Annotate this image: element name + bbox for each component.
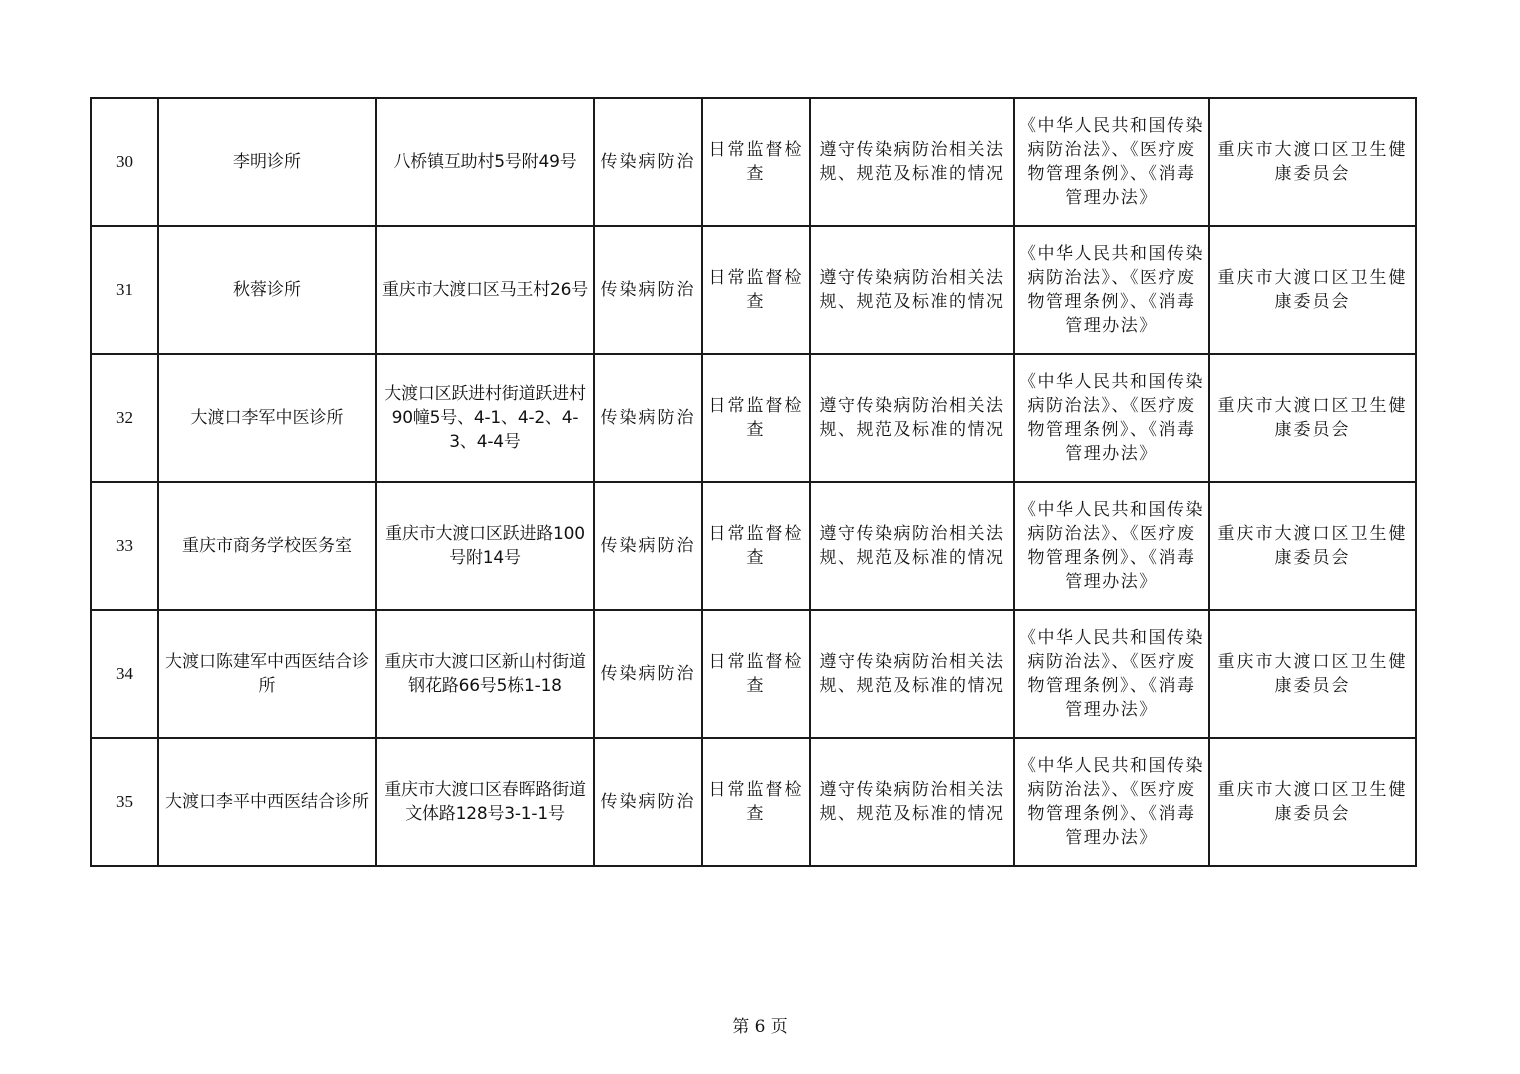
institution-name: 李明诊所 — [158, 98, 376, 226]
legal-basis: 《中华人民共和国传染病防治法》、《医疗废物管理条例》、《消毒管理办法》 — [1014, 482, 1209, 610]
institution-address: 重庆市大渡口区春晖路街道文体路128号3-1-1号 — [376, 738, 594, 866]
row-number: 35 — [91, 738, 158, 866]
inspection-method: 日常监督检查 — [702, 226, 810, 354]
row-number: 33 — [91, 482, 158, 610]
inspection-content: 遵守传染病防治相关法规、规范及标准的情况 — [810, 610, 1014, 738]
inspection-category: 传染病防治 — [594, 738, 702, 866]
inspecting-body: 重庆市大渡口区卫生健康委员会 — [1209, 354, 1416, 482]
inspection-content: 遵守传染病防治相关法规、规范及标准的情况 — [810, 738, 1014, 866]
institution-name: 秋蓉诊所 — [158, 226, 376, 354]
institution-address: 重庆市大渡口区新山村街道钢花路66号5栋1-18 — [376, 610, 594, 738]
legal-basis: 《中华人民共和国传染病防治法》、《医疗废物管理条例》、《消毒管理办法》 — [1014, 610, 1209, 738]
inspection-category: 传染病防治 — [594, 354, 702, 482]
institution-address: 重庆市大渡口区马王村26号 — [376, 226, 594, 354]
institution-address: 八桥镇互助村5号附49号 — [376, 98, 594, 226]
inspection-content: 遵守传染病防治相关法规、规范及标准的情况 — [810, 482, 1014, 610]
table-row — [91, 482, 1416, 610]
institution-address: 大渡口区跃进村街道跃进村90幢5号、4-1、4-2、4-3、4-4号 — [376, 354, 594, 482]
inspection-method: 日常监督检查 — [702, 482, 810, 610]
institution-name: 大渡口李平中西医结合诊所 — [158, 738, 376, 866]
inspection-category: 传染病防治 — [594, 98, 702, 226]
inspection-content: 遵守传染病防治相关法规、规范及标准的情况 — [810, 226, 1014, 354]
row-number: 32 — [91, 354, 158, 482]
inspecting-body: 重庆市大渡口区卫生健康委员会 — [1209, 98, 1416, 226]
institution-name: 重庆市商务学校医务室 — [158, 482, 376, 610]
legal-basis: 《中华人民共和国传染病防治法》、《医疗废物管理条例》、《消毒管理办法》 — [1014, 98, 1209, 226]
inspection-table — [90, 97, 1417, 867]
table-row — [91, 354, 1416, 482]
table-body — [91, 98, 1416, 866]
legal-basis: 《中华人民共和国传染病防治法》、《医疗废物管理条例》、《消毒管理办法》 — [1014, 354, 1209, 482]
table-row — [91, 98, 1416, 226]
table-row — [91, 738, 1416, 866]
inspection-method: 日常监督检查 — [702, 354, 810, 482]
row-number: 34 — [91, 610, 158, 738]
row-number: 30 — [91, 98, 158, 226]
inspection-method: 日常监督检查 — [702, 98, 810, 226]
inspection-content: 遵守传染病防治相关法规、规范及标准的情况 — [810, 98, 1014, 226]
institution-name: 大渡口李军中医诊所 — [158, 354, 376, 482]
inspecting-body: 重庆市大渡口区卫生健康委员会 — [1209, 738, 1416, 866]
inspection-category: 传染病防治 — [594, 482, 702, 610]
table-row — [91, 610, 1416, 738]
legal-basis: 《中华人民共和国传染病防治法》、《医疗废物管理条例》、《消毒管理办法》 — [1014, 738, 1209, 866]
inspecting-body: 重庆市大渡口区卫生健康委员会 — [1209, 610, 1416, 738]
institution-name: 大渡口陈建军中西医结合诊所 — [158, 610, 376, 738]
row-number: 31 — [91, 226, 158, 354]
table-row — [91, 226, 1416, 354]
page-number: 第 6 页 — [732, 1017, 788, 1037]
inspection-method: 日常监督检查 — [702, 610, 810, 738]
inspecting-body: 重庆市大渡口区卫生健康委员会 — [1209, 226, 1416, 354]
institution-address: 重庆市大渡口区跃进路100号附14号 — [376, 482, 594, 610]
inspection-category: 传染病防治 — [594, 226, 702, 354]
inspecting-body: 重庆市大渡口区卫生健康委员会 — [1209, 482, 1416, 610]
inspection-method: 日常监督检查 — [702, 738, 810, 866]
inspection-category: 传染病防治 — [594, 610, 702, 738]
inspection-content: 遵守传染病防治相关法规、规范及标准的情况 — [810, 354, 1014, 482]
legal-basis: 《中华人民共和国传染病防治法》、《医疗废物管理条例》、《消毒管理办法》 — [1014, 226, 1209, 354]
